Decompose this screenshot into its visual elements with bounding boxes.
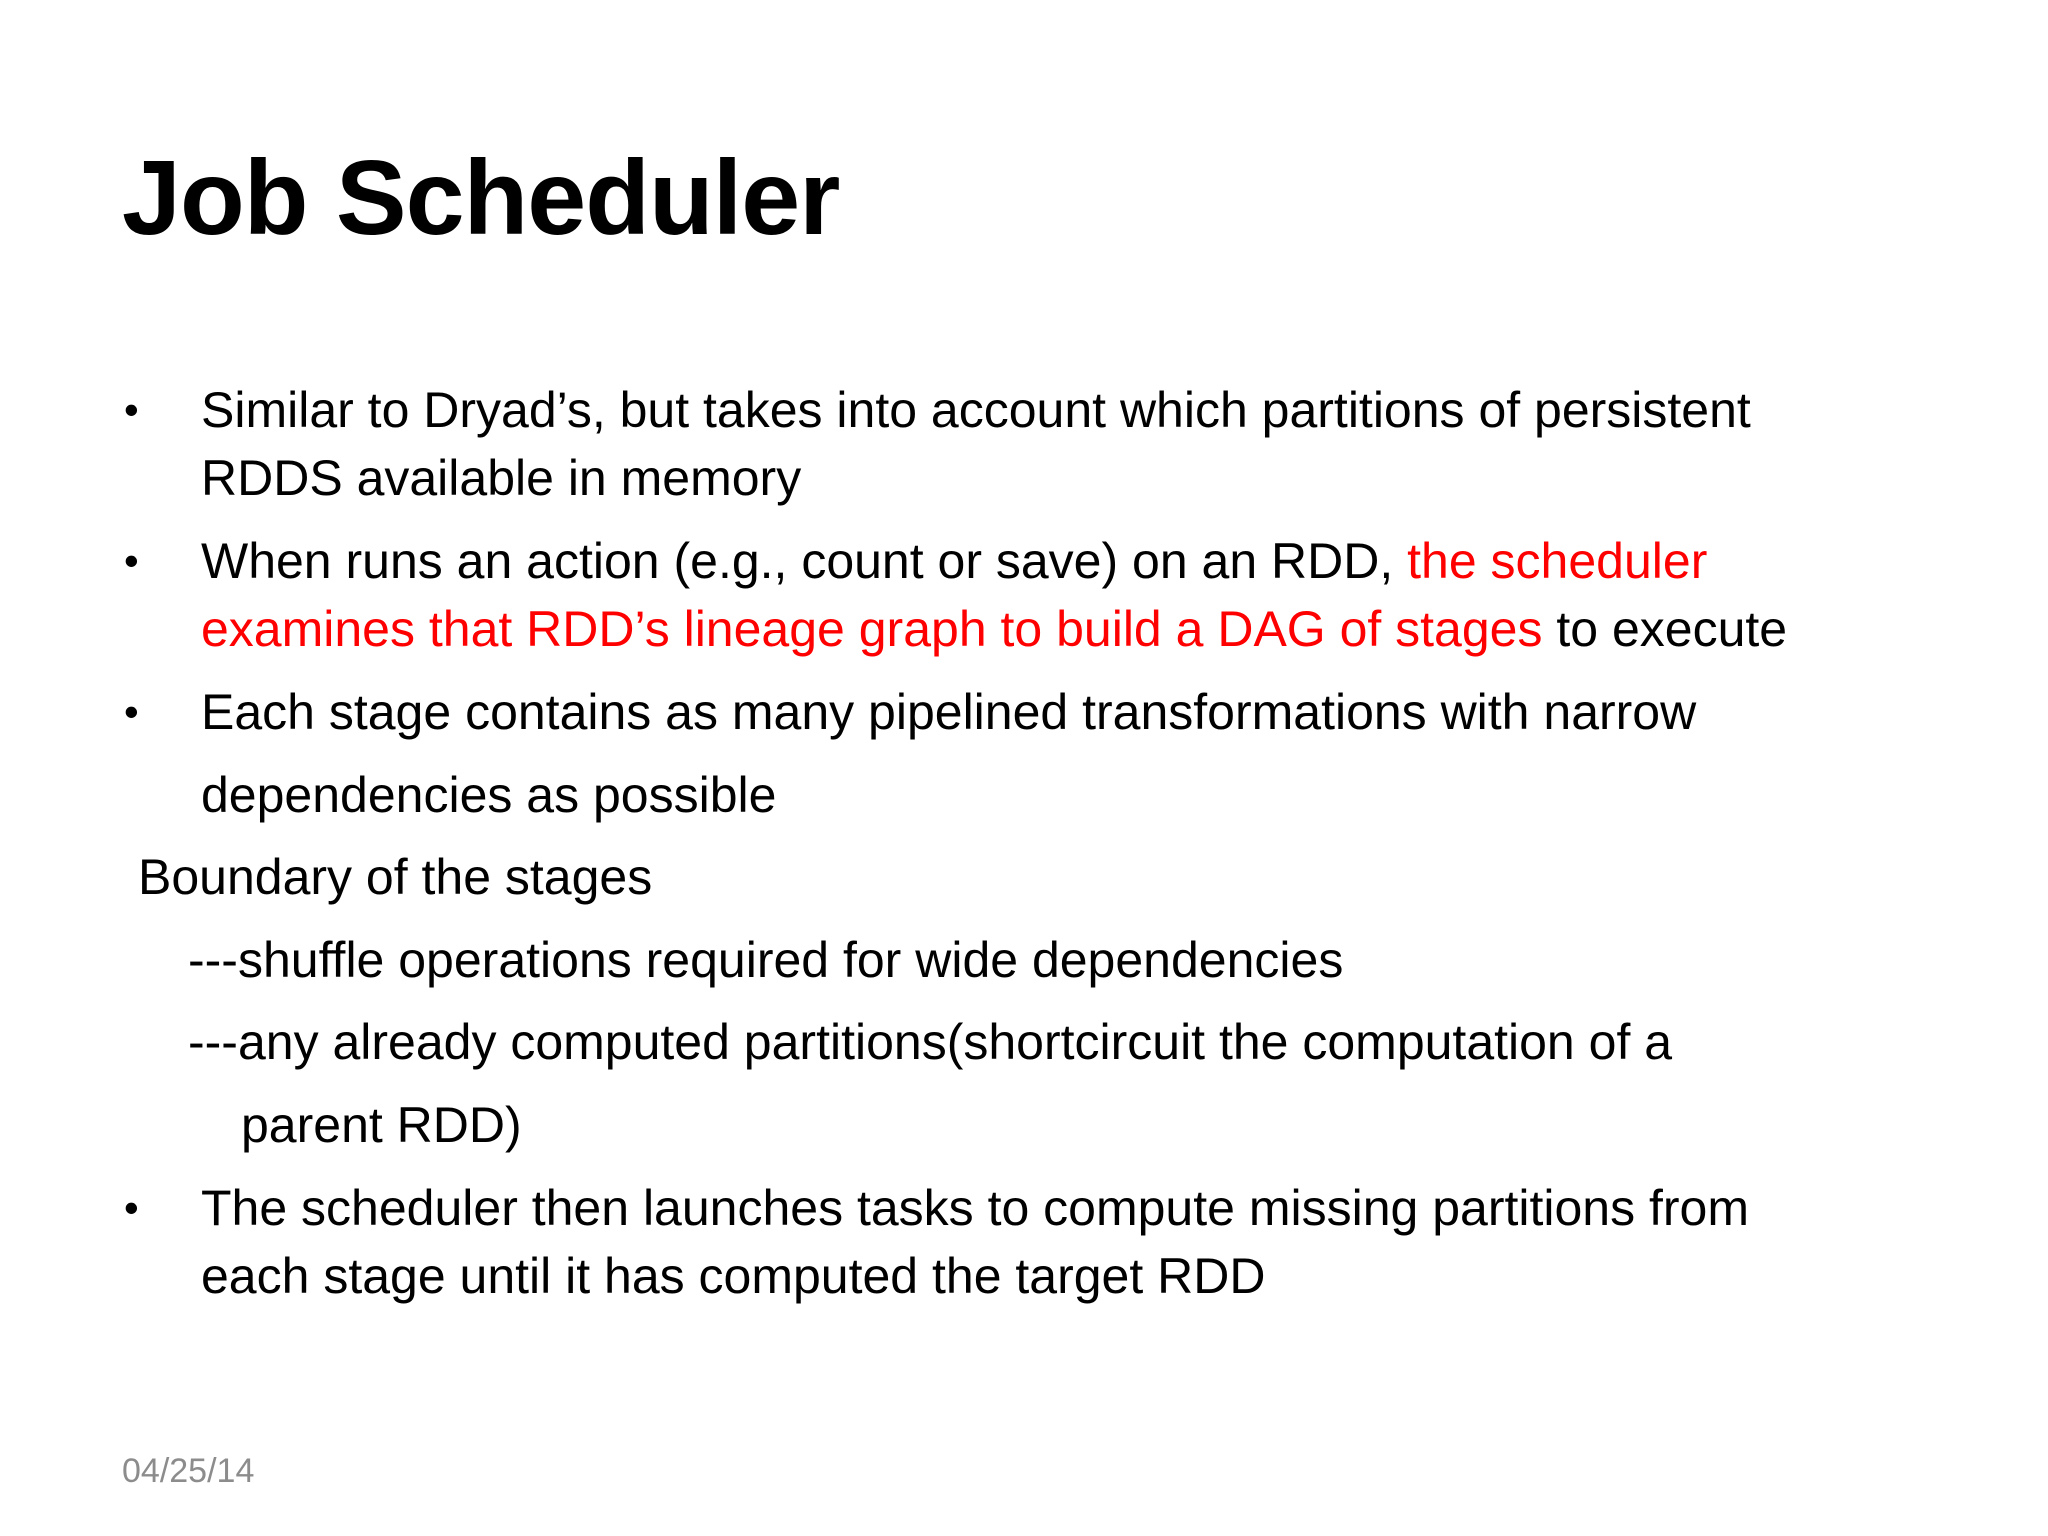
bullet-dot-3: • xyxy=(124,688,139,735)
bullet-2-highlight-start: the scheduler xyxy=(1407,533,1708,589)
boundary-item-2-line-2: parent RDD) xyxy=(241,1097,522,1153)
bullet-4-line-2: each stage until it has computed the target RDD xyxy=(201,1248,1266,1304)
bullet-4-line-1: The scheduler then launches tasks to compute missing partitions from xyxy=(201,1180,1749,1236)
bullet-2-line-2-plain: to execute xyxy=(1542,601,1788,657)
footer-date: 04/25/14 xyxy=(122,1452,255,1490)
slide-title: Job Scheduler xyxy=(122,139,840,257)
bullet-2-line-1 xyxy=(201,527,1707,595)
bullet-3-line-1: Each stage contains as many pipelined transformations with narrow xyxy=(201,684,1697,740)
bullet-1-line-1: Similar to Dryad’s, but takes into account which partitions of persistent xyxy=(201,382,1751,438)
bullet-1-line-2: RDDS available in memory xyxy=(201,450,802,506)
bullet-3-line-2: dependencies as possible xyxy=(201,767,777,823)
bullet-2-line-2 xyxy=(201,595,1787,663)
bullet-dot-4: • xyxy=(124,1184,139,1231)
boundary-heading: Boundary of the stages xyxy=(138,849,653,905)
boundary-item-1: ---shuffle operations required for wide dependencies xyxy=(188,932,1344,988)
bullet-dot-2: • xyxy=(124,537,139,584)
bullet-2-line-1-plain: When runs an action (e.g., count or save) on an RDD, xyxy=(201,533,1408,589)
bullet-2-highlight-end: examines that RDD’s lineage graph to build a DAG of stages xyxy=(201,601,1543,657)
boundary-item-2-line-1: ---any already computed partitions(shortcircuit the computation of a xyxy=(188,1014,1673,1070)
bullet-dot-1: • xyxy=(124,386,139,433)
